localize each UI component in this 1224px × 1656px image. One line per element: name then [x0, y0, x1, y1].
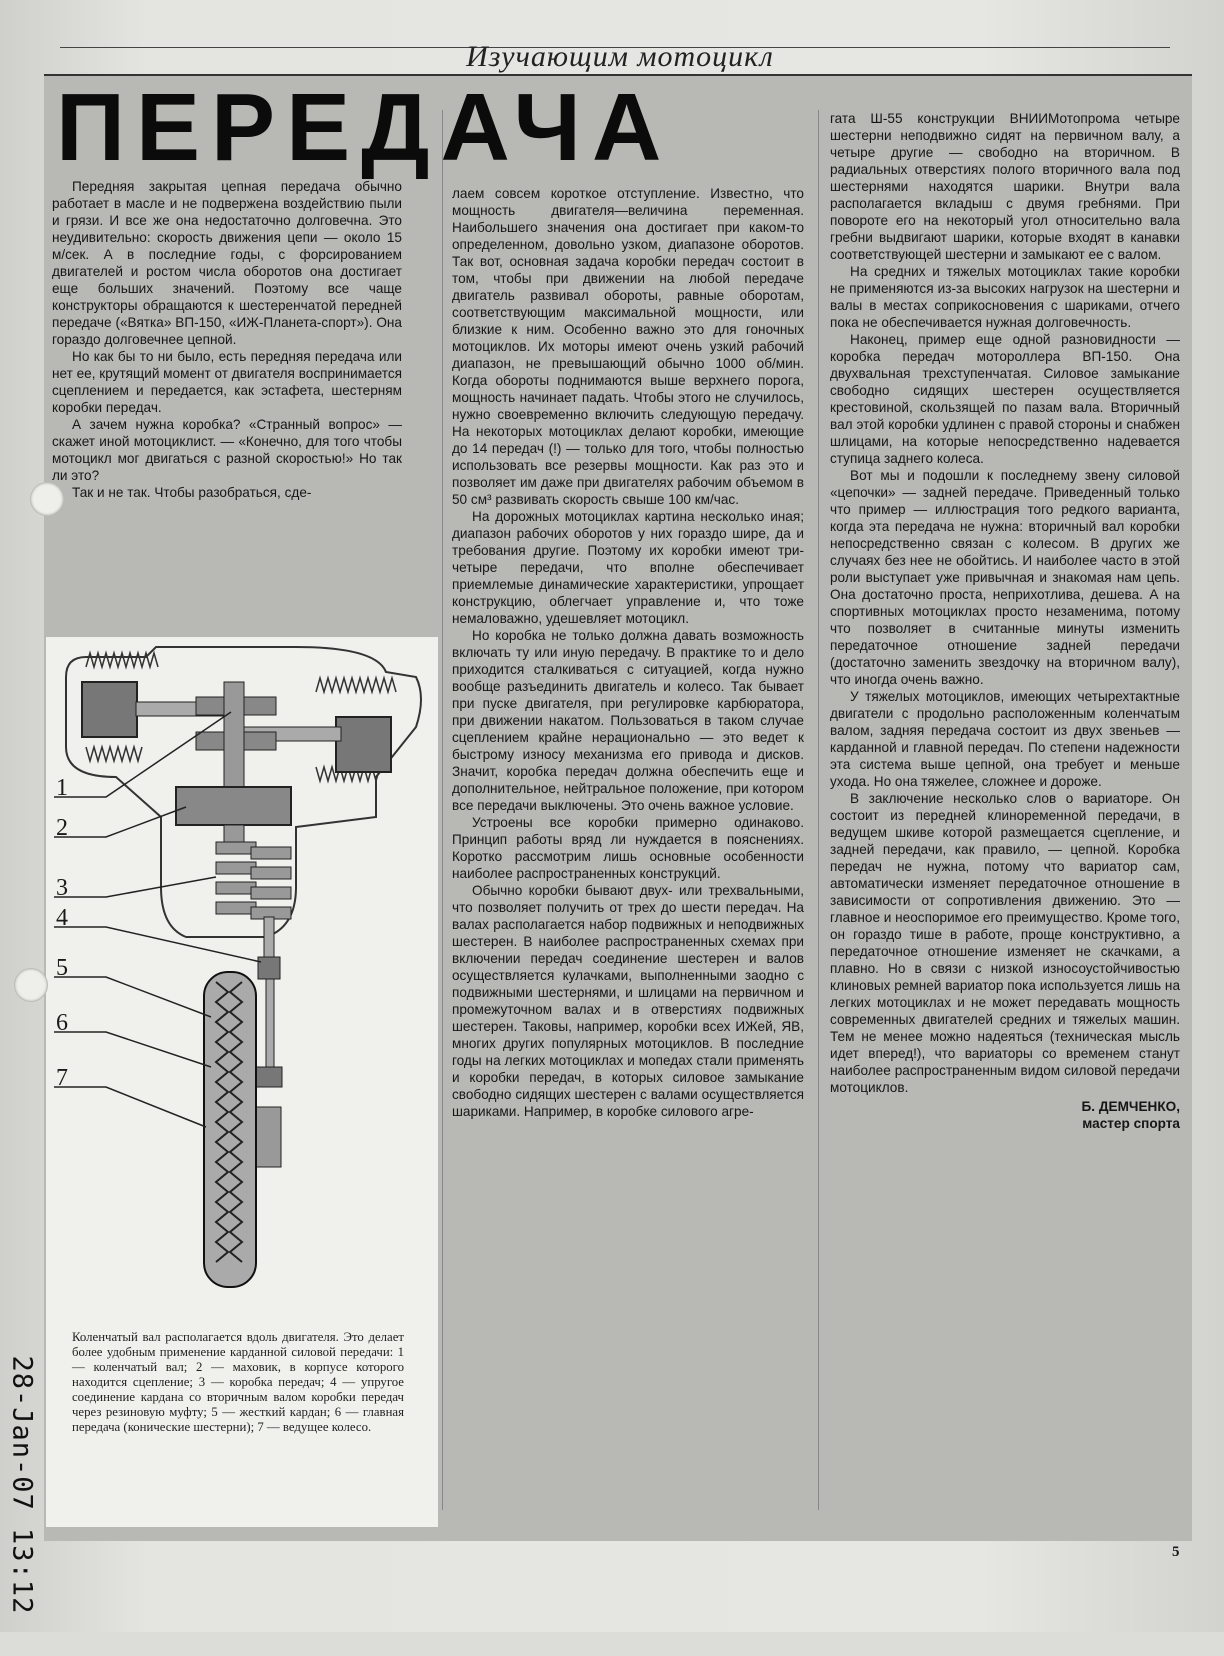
- paragraph: Устроены все коробки примерно одинаково. Принцип работы вряд ли нуждается в пояснениях. Коротко рассмотрим лишь основные особенности наиболее распространенных конструкций.: [452, 815, 804, 881]
- figure-label-1: 1: [56, 775, 68, 801]
- figure-label-2: 2: [56, 815, 68, 841]
- page-number: 5: [1172, 1544, 1180, 1560]
- paragraph: На дорожных мотоциклах картина несколько иная; диапазон рабочих оборотов у них гораздо шире, да и требования другие. Поэтому их коробки имеют три-четыре передачи, что вполне обеспечивает приемлемые динамические характеристики, упрощает конструкцию, облегчает управление и, что тоже немаловажно, удешевляет мотоцикл.: [452, 509, 804, 626]
- paragraph: Обычно коробки бывают двух- или трехвальными, что позволяет получить от трех до шести передач. На валах располагается набор подвижных и неподвижных шестерен. В наиболее распространенных схемах при включении передач соединение шестерен и валов осуществляется кулачками, выполненными заодно с подвижными шестернями, и шлицами на первичном и промежуточном валах и в отверстиях подвижных шестерен. Таковы, например, коробки всех ИЖей, ЯВ, многих других популярных мотоциклов. В последние годы на легких мотоциклах и мопедах стали применять и коробки передач, в которых силовое замыкание свободно сидящих шестерен с валами осуществляется шариками. Например, в коробке силового агре-: [452, 883, 804, 1119]
- paragraph: Но как бы то ни было, есть передняя передача или нет ее, крутящий момент от двигателя воспринимается сцеплением и передается, как эстафета, шестерням коробки передач.: [52, 349, 402, 415]
- rubric-title: Изучающим мотоцикл: [466, 40, 774, 73]
- article-column-1: [52, 178, 402, 501]
- figure-label-7: 7: [56, 1065, 68, 1091]
- article-column-2: [452, 185, 804, 1120]
- figure-label-4: 4: [56, 905, 68, 931]
- paragraph: гата Ш-55 конструкции ВНИИМотопрома четыре шестерни неподвижно сидят на первичном валу, а четыре другие — свободно на вторичном. В радиальных отверстиях полого вторичного вала под шестернями находятся шарики. Внутри вала располагается вкладыш с двумя гребнями. При повороте его на некоторый угол относительно вала гребни выдвигают шарики, которые входят в канавки соответствующей шестерни и замыкают ее с валом.: [830, 111, 1180, 262]
- figure-label-6: 6: [56, 1010, 68, 1036]
- figure-label-5: 5: [56, 955, 68, 981]
- column-rule: [818, 110, 819, 1510]
- paragraph: Но коробка не только должна давать возможность включать ту или иную передачу. В практике то и дело приходится сталкиваться с ситуацией, когда нужно вообще разъединить двигатель и колесо. Так бывает при пуске двигателя, при регулировке карбюратора, при движении накатом. Пользоваться в таком случае сцеплением крайне нерационально — это ведет к быстрому износу механизма его привода и дисков. Значит, коробка передач должна обеспечить еще и дополнительное, нейтральное положение, при котором все передачи выключены. Это очень важное условие.: [452, 628, 804, 813]
- paragraph: В заключение несколько слов о вариаторе. Он состоит из передней клиноременной передачи, в ведущем шкиве которой размещается сцепление, и задней передачи, как правило, — цепной. Коробка передач не нужна, потому что вариатор сам, автоматически изменяет передаточное отношение в зависимости от сопротивления движению. Это — главное и неоспоримое его преимущество. Кроме того, он гораздо тише в работе, проще конструктивно, а передаточное отношение изменяет не скачками, а плавно. Но в связи с низкой износоустойчивостью клиновых ремней вариатор пока используется лишь на легких мотоциклах и не может передавать мощность современных двигателей средних и тяжелых машин. Тем не менее можно надеяться (техническая мысль идет вперед!), что вариаторы со временем станут наиболее распространенным видом силовой передачи мотоциклов.: [830, 791, 1180, 1095]
- author-name: Б. ДЕМЧЕНКО,: [1081, 1099, 1180, 1114]
- paragraph: Передняя закрытая цепная передача обычно работает в масле и не подвержена воздействию пыли и грязи. И все же она недостаточно долговечна. Это неудивительно: скорость движения цепи — около 15 м/сек. А в последние годы, с форсированием двигателей и ростом числа оборотов она достигает еще больших значений. Поэтому все чаще конструкторы обращаются к шестеренчатой передней передаче («Вятка» ВП-150, «ИЖ-Планета-спорт»). Она гораздо долговечнее цепной.: [52, 179, 402, 347]
- paragraph: У тяжелых мотоциклов, имеющих четырехтактные двигатели с продольно расположенным коленчатым валом, задняя передача состоит из двух звеньев — карданной и главной передач. По степени надежности эта система выше цепной, она требует и меньше ухода. Но она тяжелее, сложнее и дороже.: [830, 689, 1180, 789]
- figure-label-3: 3: [56, 875, 68, 901]
- paragraph: Вот мы и подошли к последнему звену силовой «цепочки» — задней передаче. Приведенный только что пример — иллюстрация того редкого варианта, когда эта передача не нужна: вторичный вал коробки непосредственно связан с колесом. В других же случаях без нее не обойтись. И наиболее часто в этой роли выступает уже привычная и знакомая нам цепь. Она достаточно проста, неприхотлива, дешева. А на спортивных мотоциклах просто незаменима, потому что позволяет в считанные минуты изменить передаточное отношение задней передачи (достаточно заменить звездочку на вторичном валу), что иногда очень важно.: [830, 468, 1180, 687]
- punch-hole: [30, 482, 64, 516]
- paragraph: На средних и тяжелых мотоциклах такие коробки не применяются из-за высоких нагрузок на шестерни и валы в местах соприкосновения с шариками, отчего пока не обеспечивается нужная долговечность.: [830, 264, 1180, 330]
- paragraph: Наконец, пример еще одной разновидности — коробка передач мотороллера ВП-150. Она двухвальная трехступенчатая. Силовое замыкание свободно сидящих шестерен осуществляется крестовиной, скользящей по пазам вала. Вторичный вал этой коробки удлинен с правой стороны и снабжен шлицами, на которые непосредственно надевается ступица заднего колеса.: [830, 332, 1180, 466]
- article-column-3: [830, 110, 1180, 1132]
- figure-caption: Коленчатый вал располагается вдоль двигателя. Это делает более удобным применение карданной силовой передачи: 1 — коленчатый вал; 2 — маховик, в корпусе которого находится сцепление; 3 — коробка передач; 4 — упругое соединение кардана со вторичным валом коробки передач через резиновую муфту; 5 — жесткий кардан; 6 — главная передача (конические шестерни); 7 — ведущее колесо.: [72, 1330, 404, 1434]
- paragraph: А зачем нужна коробка? «Странный вопрос» — скажет иной мотоциклист. — «Конечно, для того чтобы мотоцикл мог двигаться с разной скоростью!» Но так ли это?: [52, 417, 402, 483]
- paragraph: лаем совсем короткое отступление. Известно, что мощность двигателя—величина переменная. Наибольшего значения она достигает при каком-то определенном, довольно узком, диапазоне оборотов. Так вот, основная задача коробки передач состоит в том, чтобы при движении на любой передаче двигатель развивал обороты, равные оборотам, соответствующим максимальной мощности, или близкие к ним. Особенно важно это для гоночных мотоциклов. Их моторы имеют очень узкий рабочий диапазон, не превышающий обычно 1000 об/мин. Когда обороты поднимаются выше верхнего порога, мощность начинает падать. Чтобы этого не случилось, нужно своевременно включить следующую передачу. На некоторых мотоциклах делают коробки, имеющие до 14 передач (!) — только для того, чтобы полностью использовать все резервы мощности. Как раз это и позволяет им даже при двигателях рабочим объемом в 50 см³ развивать скорость свыше 100 км/час.: [452, 186, 804, 507]
- punch-hole: [14, 968, 48, 1002]
- author-title: мастер спорта: [1082, 1116, 1180, 1131]
- date-stamp: 28-Jan-07 13:12: [6, 1355, 38, 1615]
- column-rule: [442, 110, 443, 1510]
- paragraph: Так и не так. Чтобы разобраться, сде-: [72, 485, 312, 500]
- headline: ПЕРЕДАЧА: [56, 74, 673, 181]
